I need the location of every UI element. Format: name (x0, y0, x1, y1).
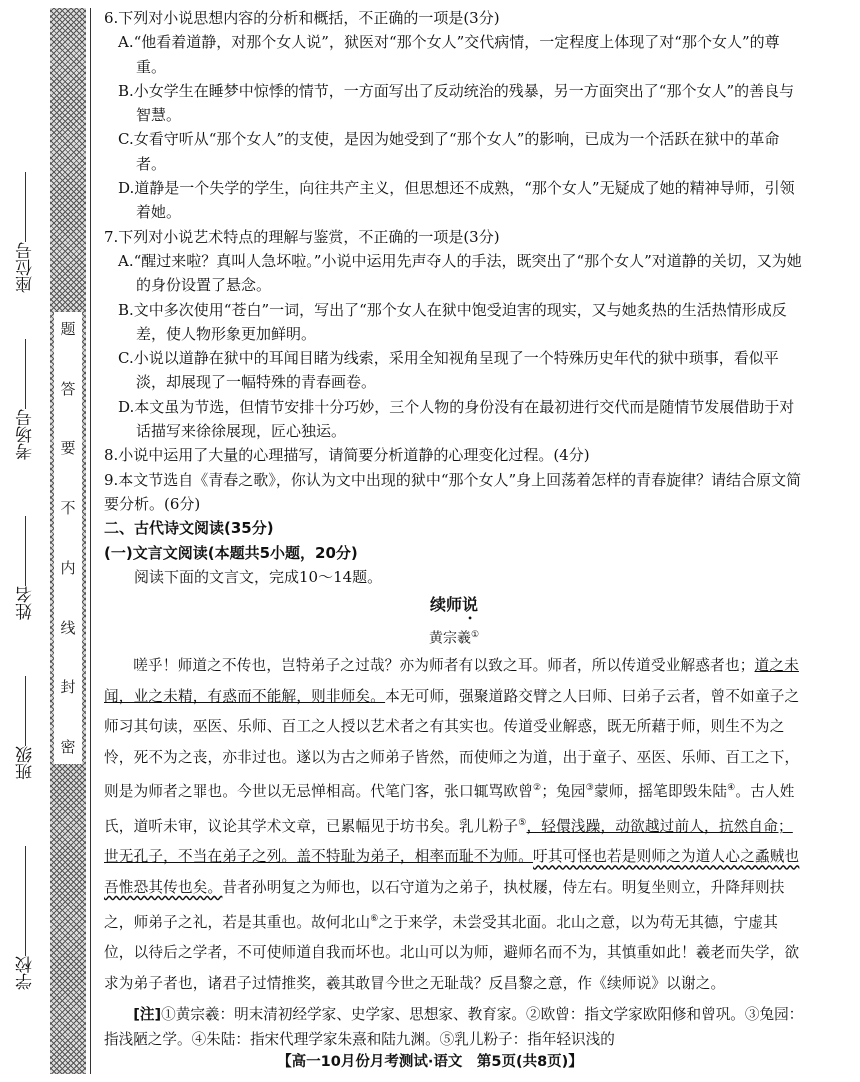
seat-label: 座位号 (15, 242, 36, 293)
class-field (8, 672, 42, 780)
author-name: 黄宗羲 (428, 630, 471, 647)
passage-part: 本无可师，强聚道路交臂之人曰师、曰弟子云者，曾不如童子之师习其句读，巫医、乐师、百工之人授以艺术者之有其实也。传道受业解惑，既无所藉于师，则生不为之怜，死不为之丧，亦非过也。遂以为古之师弟子皆然，而使师之为道，出于童子、巫医、乐师、百工之下，则是为师者之罪也。今世以无忌惮相高。代笔门客，张口辄骂欧曾 (104, 687, 800, 801)
room-blank (25, 339, 26, 409)
reading-instruction: 阅读下面的文言文，完成10～14题。 (134, 567, 383, 586)
seal-char: 线 (60, 618, 76, 637)
question-6-option-d: D.道静是一个失学的学生，向往共产主义，但思想还不成熟，“那个女人”无疑成了她的精神导师，引领着她。 (118, 179, 795, 222)
question-7-option-c: C.小说以道静在狱中的耳闻目睹为线索，采用全知视角呈现了一个特殊历史年代的狱中琐事，看似平淡，却展现了一幅特殊的青春画卷。 (118, 349, 779, 392)
exam-content (104, 6, 804, 1052)
seal-char: 题 (60, 320, 76, 338)
seal-char: 封 (60, 678, 76, 697)
page-footer: 【高一10月份月考测试·语文 第5页(共8页)】 (277, 1054, 583, 1070)
author-note-ref: ① (470, 630, 480, 641)
note-ref: ⑥ (370, 913, 379, 924)
seal-char: 密 (60, 737, 76, 756)
question-7-stem: 7.下列对小说艺术特点的理解与鉴赏，不正确的一项是(3分) (104, 227, 500, 246)
name-label: 姓名 (15, 586, 36, 620)
note-ref: ② (533, 783, 542, 794)
question-6-stem: 6.下列对小说思想内容的分析和概括，不正确的一项是(3分) (104, 9, 500, 27)
passage-part: 。古人姓氏，道听未审，议论其学术文章，已累幅见于坊书矣。乳儿粉子 (104, 783, 795, 835)
class-label: 班级 (15, 746, 36, 780)
notes-label: [注] (133, 1006, 162, 1024)
question-9: 9.本文节选自《青春之歌》，你认为文中出现的狱中“那个女人”身上回荡着怎样的青春旋律？请结合原文简要分析。(6分) (104, 470, 802, 513)
seal-notice (54, 312, 82, 764)
passage-wavy-underlined: 吁其可怪也若是则师之为道人心之蟊贼也吾惟恐其传也矣。 (104, 848, 800, 896)
question-6-option-a: A.“他看着道静，对那个女人说”，狱医对“那个女人”交代病情，一定程度上体现了对“那个女人”的尊重。 (118, 33, 780, 76)
passage-part: 之于来学，未尝受其北面。北山之意，以为苟无其德，宁虚其位，以待后之学者，不可使师道自我而坏也。北山可以为师，避师名而不为，其慎重如此！羲老而失学，欲求为弟子者也，诸君子过情推奖，羲其敢冒今世之无耻哉？反昌黎之意，作《续师说》以谢之。 (104, 913, 800, 992)
note-ref: ④ (727, 783, 736, 794)
section-heading: 二、古代诗文阅读(35分) (104, 519, 274, 538)
binding-line (90, 8, 91, 1074)
seal-char: 内 (60, 558, 76, 577)
name-blank (25, 516, 26, 586)
seat-blank (25, 172, 26, 242)
seal-char: 答 (60, 379, 76, 398)
passage-author (104, 623, 804, 651)
question-8: 8.小说中运用了大量的心理描写，请简要分析道静的心理变化过程。(4分) (104, 446, 590, 465)
passage-title (104, 593, 804, 623)
passage-part: 嗟乎！师道之不传也，岂特弟子之过哉？亦为师者有以致之耳。师者，所以传道受业解惑者也； (133, 657, 755, 675)
passage-underlined: ，轻儇浅躁，动欲越过前人，抗然自命；世无孔子，不当在弟子之列。盖不特耻为弟子，相率而耻不为师。 (104, 817, 793, 866)
subsection-heading: (一)文言文阅读(本题共5小题，20分) (104, 543, 358, 562)
room-field (8, 335, 42, 460)
notes-text: ①黄宗羲：明末清初经学家、史学家、思想家、教育家。②欧曾：指文学家欧阳修和曾巩。③兔园：指浅陋之学。④朱陆：指宋代理学家朱熹和陆九渊。⑤乳儿粉子：指年轻识浅的 (104, 1006, 804, 1048)
passage-part: ；兔园 (541, 783, 586, 801)
question-7-option-d: D.本文虽为节选，但情节安排十分巧妙，三个人物的身份没有在最初进行交代而是随情节发展借助于对话描写来徐徐展现，匠心独运。 (118, 397, 795, 441)
question-7-option-b: B.文中多次使用“苍白”一词，写出了“那个女人在狱中饱受迫害的现实，又与她炙热的生活热情形成反差，使人物形象更加鲜明。 (118, 300, 787, 343)
seal-char: 不 (60, 499, 76, 518)
passage-part: 蒙师，摇笔即毁朱陆 (593, 783, 728, 801)
passage-body (104, 651, 804, 999)
annotations (104, 1003, 804, 1052)
question-7-option-a: A.“醒过来啦？真叫人急坏啦。”小说中运用先声夺人的手法，既突出了“那个女人”对道静的关切，又为她的身份设置了悬念。 (118, 251, 802, 295)
name-field (8, 512, 42, 620)
school-label: 学校 (15, 956, 36, 990)
school-field (8, 842, 42, 990)
passage-title-text: 续师 (429, 595, 462, 615)
passage-title-dotted: 说 (462, 595, 479, 615)
school-blank (25, 846, 26, 956)
passage-underlined: 道之未闻，业之未精，有惑而不能解，则非师矣。 (104, 657, 799, 705)
note-ref: ⑤ (518, 817, 527, 828)
binding-margin (0, 0, 100, 1082)
note-ref: ③ (585, 783, 594, 794)
question-6-option-c: C.女看守听从“那个女人”的支使，是因为她受到了“那个女人”的影响，已成为一个活跃在狱中的革命者。 (118, 130, 780, 173)
seal-char: 要 (60, 439, 76, 458)
seat-field (8, 168, 42, 293)
class-blank (25, 676, 26, 746)
room-label: 考场号 (15, 409, 36, 460)
passage-part: 昔者孙明复之为师也，以石守道为之弟子，执杖屦，侍左右。明复坐则立，升降拜则扶之，师弟子之礼，若是其重也。故何北山 (104, 878, 785, 931)
question-6-option-b: B.小女学生在睡梦中惊悸的情节，一方面写出了反动统治的残暴，另一方面突出了“那个女人”的善良与智慧。 (118, 81, 795, 125)
